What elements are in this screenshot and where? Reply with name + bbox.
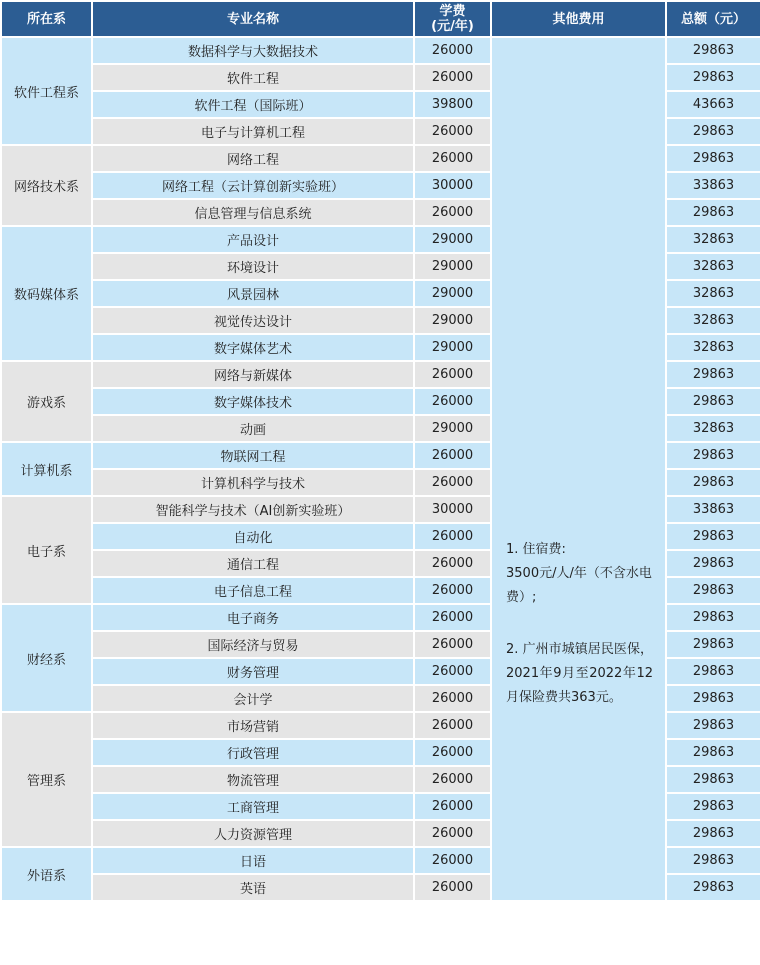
total-cell: 29863 (666, 37, 760, 64)
total-cell: 32863 (666, 415, 760, 442)
total-cell: 32863 (666, 334, 760, 361)
total-cell: 29863 (666, 199, 760, 226)
header-other-fees: 其他费用 (491, 1, 666, 37)
table-row (1, 37, 760, 64)
tuition-cell: 26000 (414, 739, 491, 766)
major-cell: 电子信息工程 (92, 577, 414, 604)
tuition-cell: 26000 (414, 361, 491, 388)
major-cell: 财务管理 (92, 658, 414, 685)
total-cell: 29863 (666, 658, 760, 685)
tuition-cell: 26000 (414, 64, 491, 91)
major-cell: 风景园林 (92, 280, 414, 307)
tuition-cell: 26000 (414, 658, 491, 685)
dept-cell: 网络技术系 (1, 145, 92, 226)
total-cell: 29863 (666, 523, 760, 550)
major-cell: 网络工程（云计算创新实验班） (92, 172, 414, 199)
total-cell: 29863 (666, 577, 760, 604)
major-cell: 数字媒体艺术 (92, 334, 414, 361)
total-cell: 29863 (666, 442, 760, 469)
table-body (1, 37, 760, 901)
major-cell: 网络工程 (92, 145, 414, 172)
total-cell: 29863 (666, 766, 760, 793)
total-cell: 29863 (666, 145, 760, 172)
total-cell: 32863 (666, 307, 760, 334)
total-cell: 29863 (666, 739, 760, 766)
total-cell: 29863 (666, 820, 760, 847)
other-fee-note-1-text: 3500元/人/年（不含水电费）; (506, 566, 652, 605)
tuition-cell: 26000 (414, 469, 491, 496)
tuition-cell: 30000 (414, 172, 491, 199)
tuition-cell: 30000 (414, 496, 491, 523)
total-cell: 29863 (666, 604, 760, 631)
dept-cell: 财经系 (1, 604, 92, 712)
tuition-cell: 26000 (414, 577, 491, 604)
other-fee-note-2: 2. 广州市城镇居民医保，2021年9月至2022年12月保险费共363元。 (506, 642, 653, 705)
tuition-cell: 26000 (414, 118, 491, 145)
major-cell: 数字媒体技术 (92, 388, 414, 415)
major-cell: 物流管理 (92, 766, 414, 793)
tuition-cell: 26000 (414, 712, 491, 739)
dept-cell: 管理系 (1, 712, 92, 847)
tuition-cell: 26000 (414, 820, 491, 847)
total-cell: 29863 (666, 847, 760, 874)
other-fees-cell (491, 37, 666, 901)
total-cell: 29863 (666, 469, 760, 496)
total-cell: 29863 (666, 685, 760, 712)
total-cell: 29863 (666, 64, 760, 91)
tuition-cell: 29000 (414, 253, 491, 280)
header-total: 总额（元） (666, 1, 760, 37)
tuition-cell: 26000 (414, 550, 491, 577)
tuition-cell: 26000 (414, 388, 491, 415)
tuition-cell: 26000 (414, 442, 491, 469)
other-fee-note-1 (506, 538, 653, 610)
total-cell: 29863 (666, 388, 760, 415)
tuition-cell: 29000 (414, 415, 491, 442)
major-cell: 国际经济与贸易 (92, 631, 414, 658)
major-cell: 视觉传达设计 (92, 307, 414, 334)
tuition-cell: 26000 (414, 523, 491, 550)
tuition-cell: 26000 (414, 199, 491, 226)
total-cell: 29863 (666, 118, 760, 145)
major-cell: 通信工程 (92, 550, 414, 577)
major-cell: 智能科学与技术（AI创新实验班） (92, 496, 414, 523)
major-cell: 工商管理 (92, 793, 414, 820)
major-cell: 信息管理与信息系统 (92, 199, 414, 226)
major-cell: 电子与计算机工程 (92, 118, 414, 145)
header-tuition (414, 1, 491, 37)
total-cell: 29863 (666, 550, 760, 577)
tuition-cell: 26000 (414, 631, 491, 658)
header-tuition-line2: (元/年) (431, 19, 474, 34)
tuition-cell: 26000 (414, 685, 491, 712)
dept-cell: 数码媒体系 (1, 226, 92, 361)
dept-cell: 软件工程系 (1, 37, 92, 145)
major-cell: 环境设计 (92, 253, 414, 280)
total-cell: 43663 (666, 91, 760, 118)
tuition-cell: 26000 (414, 793, 491, 820)
total-cell: 29863 (666, 793, 760, 820)
dept-cell: 外语系 (1, 847, 92, 901)
total-cell: 29863 (666, 631, 760, 658)
major-cell: 自动化 (92, 523, 414, 550)
major-cell: 英语 (92, 874, 414, 901)
total-cell: 33863 (666, 496, 760, 523)
tuition-cell: 26000 (414, 874, 491, 901)
other-fee-note-1-title: 1. 住宿费: (506, 542, 566, 557)
total-cell: 32863 (666, 280, 760, 307)
major-cell: 产品设计 (92, 226, 414, 253)
tuition-cell: 29000 (414, 226, 491, 253)
total-cell: 32863 (666, 226, 760, 253)
total-cell: 33863 (666, 172, 760, 199)
major-cell: 软件工程 (92, 64, 414, 91)
major-cell: 物联网工程 (92, 442, 414, 469)
tuition-cell: 39800 (414, 91, 491, 118)
major-cell: 市场营销 (92, 712, 414, 739)
tuition-cell: 26000 (414, 37, 491, 64)
tuition-cell: 26000 (414, 145, 491, 172)
table-header (1, 1, 760, 37)
major-cell: 数据科学与大数据技术 (92, 37, 414, 64)
tuition-cell: 29000 (414, 307, 491, 334)
major-cell: 网络与新媒体 (92, 361, 414, 388)
total-cell: 29863 (666, 874, 760, 901)
header-major: 专业名称 (92, 1, 414, 37)
dept-cell: 计算机系 (1, 442, 92, 496)
major-cell: 日语 (92, 847, 414, 874)
major-cell: 动画 (92, 415, 414, 442)
total-cell: 32863 (666, 253, 760, 280)
major-cell: 人力资源管理 (92, 820, 414, 847)
header-tuition-line1: 学费 (439, 4, 466, 19)
major-cell: 行政管理 (92, 739, 414, 766)
dept-cell: 游戏系 (1, 361, 92, 442)
major-cell: 软件工程（国际班） (92, 91, 414, 118)
major-cell: 计算机科学与技术 (92, 469, 414, 496)
total-cell: 29863 (666, 712, 760, 739)
tuition-cell: 26000 (414, 847, 491, 874)
major-cell: 电子商务 (92, 604, 414, 631)
header-dept: 所在系 (1, 1, 92, 37)
tuition-cell: 26000 (414, 766, 491, 793)
total-cell: 29863 (666, 361, 760, 388)
tuition-cell: 29000 (414, 280, 491, 307)
dept-cell: 电子系 (1, 496, 92, 604)
tuition-cell: 29000 (414, 334, 491, 361)
tuition-cell: 26000 (414, 604, 491, 631)
major-cell: 会计学 (92, 685, 414, 712)
